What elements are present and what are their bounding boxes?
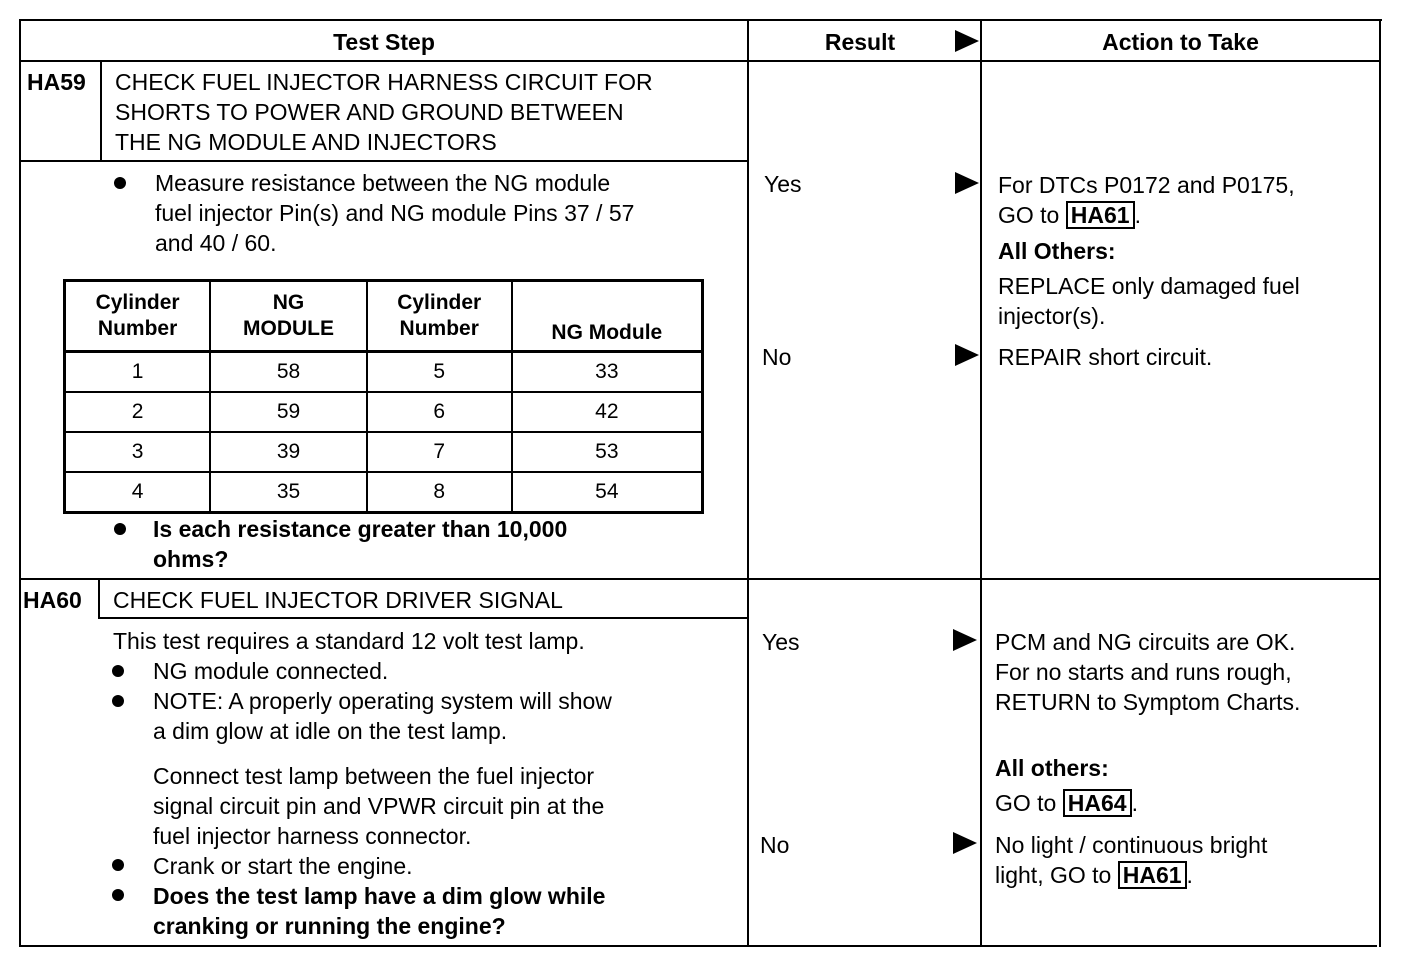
bullet-icon	[112, 859, 124, 871]
ha59-title-line: CHECK FUEL INJECTOR HARNESS CIRCUIT FOR	[115, 69, 653, 95]
table-cell: 2	[65, 392, 211, 432]
ha60-yes-action-line: PCM and NG circuits are OK.	[995, 629, 1296, 655]
ha60-no-action-line: No light / continuous bright	[995, 832, 1268, 858]
pin-table-header-cylinder: Cylinder Number	[65, 281, 211, 352]
section-divider	[19, 578, 1381, 580]
ha59-measure-line: and 40 / 60.	[155, 230, 277, 256]
table-cell: 7	[367, 432, 512, 472]
ha59-no-action: REPAIR short circuit.	[998, 344, 1213, 370]
result-arrow-icon	[953, 629, 977, 651]
ha60-step-id: HA60	[23, 587, 82, 613]
table-cell: 58	[210, 352, 367, 393]
ha60-question-line: cranking or running the engine?	[153, 913, 506, 939]
ref-ha61-link[interactable]: HA61	[1066, 201, 1135, 229]
ha60-yes-action-line: RETURN to Symptom Charts.	[995, 689, 1301, 715]
pin-table-header-cylinder: Cylinder Number	[367, 281, 512, 352]
bullet-icon	[114, 177, 126, 189]
ha59-replace-line: REPLACE only damaged fuel	[998, 273, 1300, 299]
ha60-title-rule	[98, 617, 749, 619]
table-cell: 8	[367, 472, 512, 513]
ha60-no-action-line: light, GO to HA61 .	[995, 862, 1193, 888]
ha60-note-line: NOTE: A properly operating system will show	[153, 688, 612, 714]
bullet-icon	[112, 695, 124, 707]
result-arrow-icon	[953, 832, 977, 854]
table-row	[65, 352, 703, 393]
table-cell: 35	[210, 472, 367, 513]
table-cell: 39	[210, 432, 367, 472]
border-bottom	[19, 945, 1377, 947]
header-result: Result	[824, 29, 896, 55]
divider-step-result	[747, 19, 749, 947]
header-test-step: Test Step	[333, 29, 435, 55]
border-top	[19, 19, 1382, 21]
bullet-icon	[112, 889, 124, 901]
ha59-question-line: Is each resistance greater than 10,000	[153, 516, 568, 542]
ha60-bullet-connected: NG module connected.	[153, 658, 389, 684]
ha59-result-no: No	[762, 344, 792, 370]
table-cell: 1	[65, 352, 211, 393]
ha60-question-line: Does the test lamp have a dim glow while	[153, 883, 606, 909]
table-cell: 33	[512, 352, 703, 393]
table-row	[65, 432, 703, 472]
ha60-bullet-crank: Crank or start the engine.	[153, 853, 413, 879]
ha59-measure-line: fuel injector Pin(s) and NG module Pins 37 / 57	[155, 200, 635, 226]
table-row	[65, 472, 703, 513]
table-cell: 4	[65, 472, 211, 513]
pin-table-header-ng-module: NG Module	[512, 281, 703, 352]
header-action: Action to Take	[1102, 29, 1259, 55]
table-cell: 3	[65, 432, 211, 472]
ha59-question-line: ohms?	[153, 546, 229, 572]
border-left	[19, 19, 21, 947]
ha59-yes-action-line: For DTCs P0172 and P0175,	[998, 172, 1295, 198]
ha59-replace-line: injector(s).	[998, 303, 1106, 329]
ha60-connect-line: fuel injector harness connector.	[153, 823, 472, 849]
table-row	[65, 392, 703, 432]
ha60-note-line: a dim glow at idle on the test lamp.	[153, 718, 508, 744]
ha59-step-id: HA59	[27, 69, 86, 95]
table-cell: 59	[210, 392, 367, 432]
ha59-measure-line: Measure resistance between the NG module	[155, 170, 611, 196]
ha60-result-no: No	[760, 832, 790, 858]
bullet-icon	[112, 665, 124, 677]
ha60-title: CHECK FUEL INJECTOR DRIVER SIGNAL	[113, 587, 563, 613]
ha60-all-others-label: All others:	[995, 755, 1109, 781]
table-cell: 53	[512, 432, 703, 472]
ha60-result-yes: Yes	[762, 629, 800, 655]
ha60-goto-line: GO to HA64 .	[995, 790, 1138, 816]
ha59-title-rule	[19, 160, 749, 162]
header-bottom-rule	[19, 60, 1381, 62]
bullet-icon	[114, 523, 126, 535]
ha60-intro: This test requires a standard 12 volt test lamp.	[113, 628, 585, 654]
table-cell: 42	[512, 392, 703, 432]
table-cell: 54	[512, 472, 703, 513]
pin-table-header-row	[65, 281, 703, 352]
ha60-connect-line: Connect test lamp between the fuel injector	[153, 763, 595, 789]
divider-result-action	[980, 19, 982, 947]
table-cell: 6	[367, 392, 512, 432]
ha60-connect-line: signal circuit pin and VPWR circuit pin at the	[153, 793, 605, 819]
ha59-id-divider	[100, 60, 102, 161]
ha59-goto-line: GO to HA61 .	[998, 202, 1141, 228]
ha59-result-yes: Yes	[764, 171, 802, 197]
result-arrow-icon	[955, 172, 979, 194]
result-arrow-icon	[955, 344, 979, 366]
ha59-title-line: SHORTS TO POWER AND GROUND BETWEEN	[115, 99, 624, 125]
pin-table-header-ng-module: NG MODULE	[210, 281, 367, 352]
border-right	[1379, 19, 1381, 947]
ha60-id-divider	[98, 578, 100, 618]
ref-ha64-link[interactable]: HA64	[1063, 789, 1132, 817]
ref-ha61-link[interactable]: HA61	[1118, 861, 1187, 889]
pin-table	[63, 279, 704, 514]
table-cell: 5	[367, 352, 512, 393]
ha60-yes-action-line: For no starts and runs rough,	[995, 659, 1292, 685]
header-arrow-icon	[955, 30, 979, 52]
ha59-all-others-label: All Others:	[998, 238, 1116, 264]
ha59-title-line: THE NG MODULE AND INJECTORS	[115, 129, 497, 155]
